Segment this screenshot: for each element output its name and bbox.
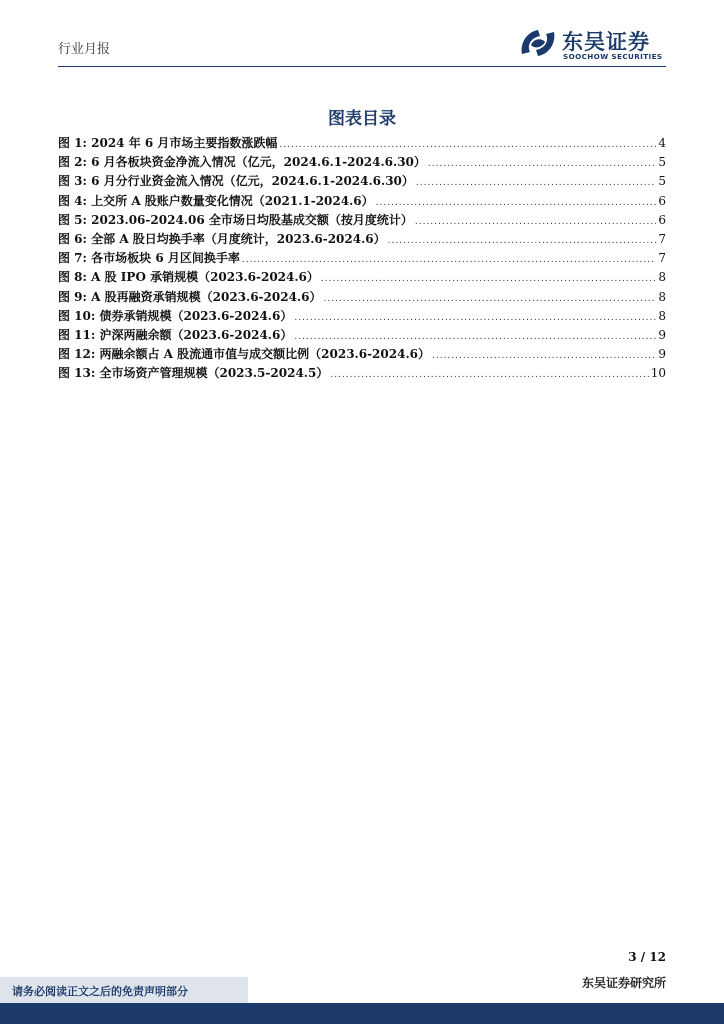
toc-entry[interactable] [58,268,666,287]
toc-entry-page: 8 [658,308,666,323]
toc-entry-label: 图 9: A 股再融资承销规模（2023.6-2024.6） [58,289,322,304]
header-divider [58,66,666,67]
toc-entry-label: 图 2: 6 月各板块资金净流入情况（亿元，2024.6.1-2024.6.30） [58,155,426,170]
toc-dot-leader [321,274,656,284]
toc-entry-label: 图 12: 两融余额占 A 股流通市值与成交额比例（2023.6-2024.6） [58,347,430,362]
institute-name: 东吴证券研究所 [581,976,666,990]
toc-entry[interactable] [58,192,666,211]
toc-dot-leader [294,313,656,323]
company-logo [518,24,678,64]
toc-entry-page: 7 [658,251,666,266]
toc-dot-leader [242,255,657,265]
page-indicator: 3 / 12 [628,950,666,964]
toc-dot-leader [428,159,656,169]
disclaimer-banner [0,977,248,1003]
toc-dot-leader [294,332,656,342]
toc-entry[interactable] [58,153,666,172]
figure-index-list [58,134,666,383]
toc-entry-page: 5 [658,155,666,170]
toc-entry[interactable] [58,288,666,307]
toc-dot-leader [330,370,648,380]
toc-entry-label: 图 4: 上交所 A 股账户数量变化情况（2021.1-2024.6） [58,193,374,208]
toc-entry[interactable] [58,211,666,230]
toc-dot-leader [432,351,656,361]
toc-entry-label: 图 7: 各市场板块 6 月区间换手率 [58,251,240,266]
toc-entry[interactable] [58,230,666,249]
toc-dot-leader [388,236,657,246]
toc-entry-label: 图 8: A 股 IPO 承销规模（2023.6-2024.6） [58,270,319,285]
toc-entry-label: 图 13: 全市场资产管理规模（2023.5-2024.5） [58,366,329,381]
soochow-logo-icon [518,24,558,62]
toc-entry[interactable] [58,134,666,153]
toc-entry-label: 图 10: 债券承销规模（2023.6-2024.6） [58,308,293,323]
toc-entry[interactable] [58,249,666,268]
toc-dot-leader [376,198,657,208]
company-name: 东吴证券 [562,30,650,54]
toc-entry[interactable] [58,326,666,345]
toc-entry-label: 图 5: 2023.06-2024.06 全市场日均股基成交额（按月度统计） [58,212,413,227]
toc-dot-leader [323,294,656,304]
toc-dot-leader [279,140,656,150]
toc-entry-page: 6 [658,212,666,227]
toc-entry-label: 图 6: 全部 A 股日均换手率（月度统计，2023.6-2024.6） [58,231,386,246]
toc-entry-page: 4 [658,136,666,150]
toc-entry-page: 7 [658,231,666,246]
toc-entry[interactable] [58,364,666,383]
toc-dot-leader [415,217,657,227]
disclaimer-text: 请务必阅读正文之后的免责声明部分 [12,985,188,998]
toc-entry-page: 8 [658,289,666,304]
company-name-english: SOOCHOW SECURITIES [563,52,663,61]
report-type-label: 行业月报 [58,42,111,57]
toc-entry-label: 图 11: 沪深两融余额（2023.6-2024.6） [58,327,293,342]
toc-entry-page: 9 [658,327,666,342]
toc-dot-leader [416,178,656,188]
toc-entry-page: 10 [650,366,666,381]
toc-entry[interactable] [58,172,666,191]
toc-entry-page: 9 [658,347,666,362]
toc-entry-label: 图 3: 6 月分行业资金流入情况（亿元，2024.6.1-2024.6.30） [58,174,414,189]
toc-entry[interactable] [58,345,666,364]
toc-title: 图表目录 [328,109,396,129]
toc-entry-page: 5 [658,174,666,189]
toc-entry-page: 8 [658,270,666,285]
footer-bar [0,1003,724,1024]
toc-entry-label: 图 1: 2024 年 6 月市场主要指数涨跌幅 [58,136,278,150]
toc-entry[interactable] [58,307,666,326]
toc-entry-page: 6 [658,193,666,208]
